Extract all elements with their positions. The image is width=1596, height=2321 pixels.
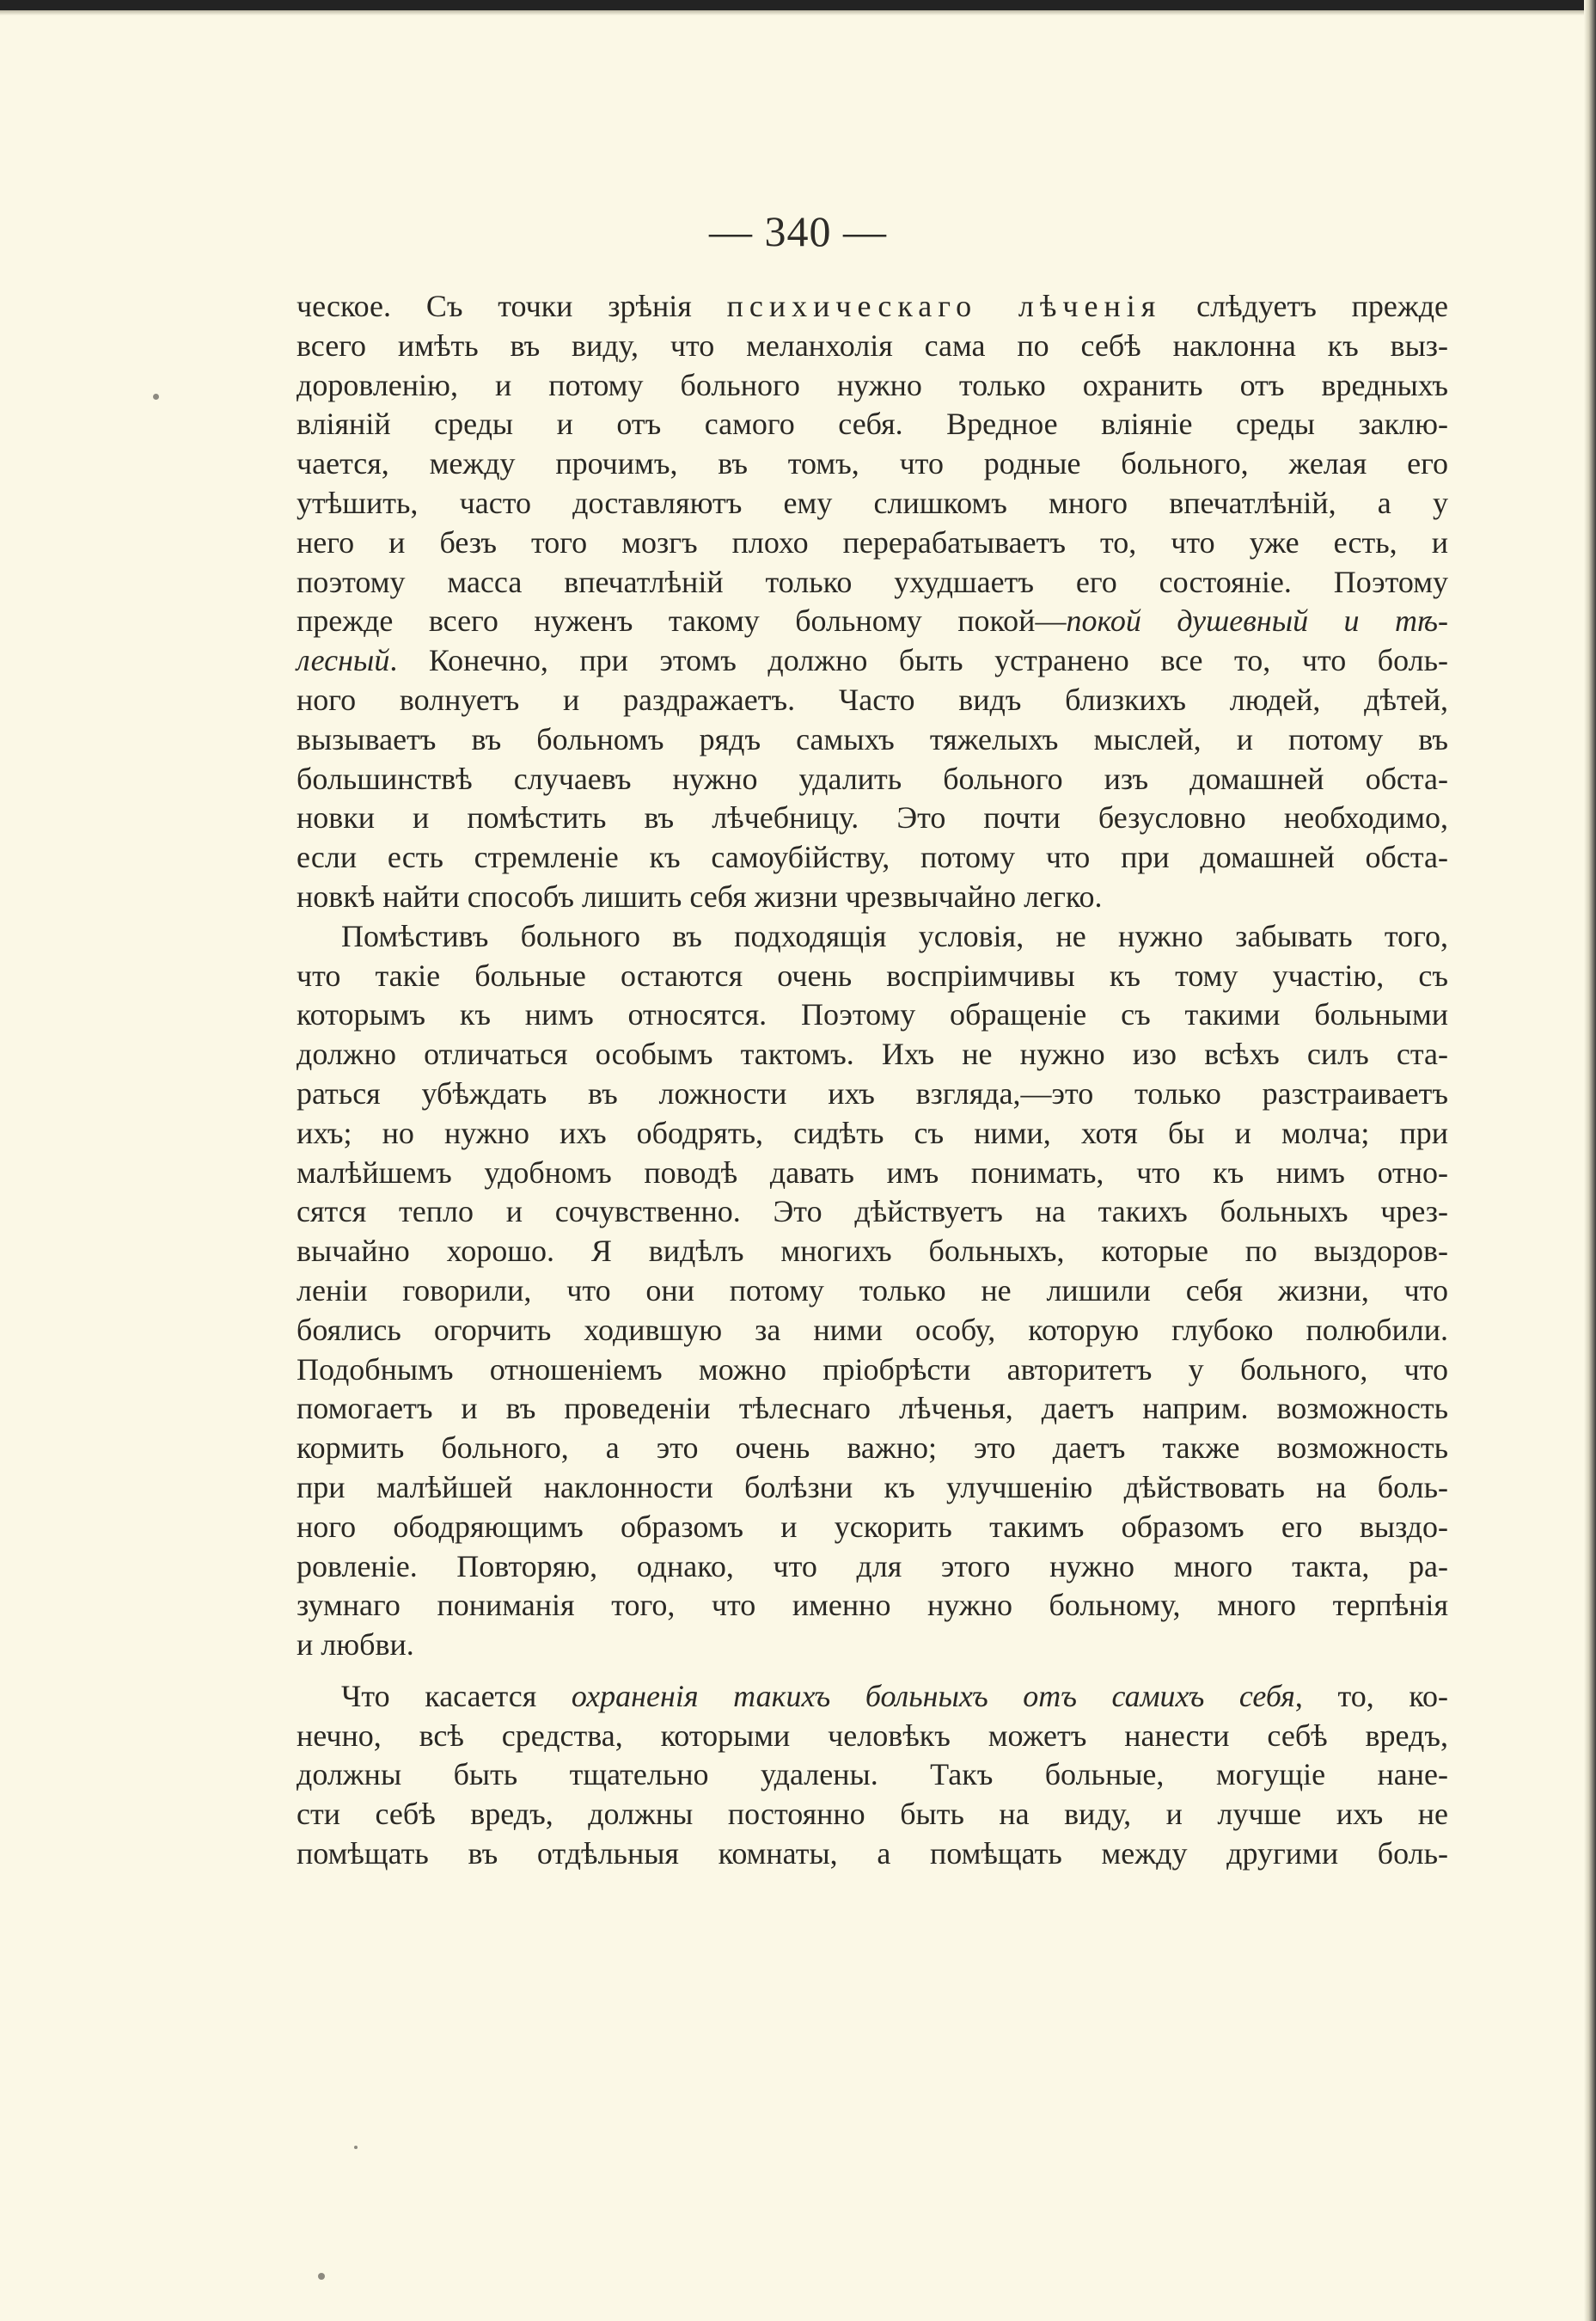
scan-top-edge [0,0,1596,10]
emphasis-italic: лесный [297,643,390,678]
text-line: большинствѣ случаевъ нужно удалить больного изъ домашней обста- [297,761,1448,796]
text-line: вліяній среды и отъ самого себя. Вредное вліяніе среды заклю- [297,407,1448,442]
text-line: новкѣ найти способъ лишить себя жизни чрезвычайно легко. [297,879,1103,914]
scan-speck [354,2146,358,2149]
text-run: прежде всего нуженъ такому больному покой— [297,603,1067,639]
text-line: поэтому масса впечатлѣній только ухудшаетъ его состояніе. Поэтому [297,564,1448,599]
text-line: должно отличаться особымъ тактомъ. Ихъ не нужно изо всѣхъ силъ ста- [297,1037,1448,1072]
emphasis-spaced: психическаго лѣченія [726,289,1162,323]
text-line: всего имѣть въ виду, что меланхолія сама по себѣ наклонна къ выз- [297,328,1448,363]
text-line: при малѣйшей наклонности болѣзни къ улучшенію дѣйствовать на боль- [297,1469,1448,1504]
text-line: должны быть тщательно удалены. Такъ больные, могущіе нане- [297,1757,1448,1792]
text-line: ного волнуетъ и раздражаетъ. Часто видъ близкихъ людей, дѣтей, [297,682,1448,717]
paragraph [297,287,1448,917]
text-line [297,602,1448,641]
text-line: новки и помѣстить въ лѣчебницу. Это почти безусловно необходимо, [297,800,1448,836]
text-line [297,1677,1448,1717]
emphasis-italic: охраненія такихъ больныхъ отъ самихъ себя [571,1678,1295,1713]
text-run: ческое. Съ точки зрѣнія [297,289,727,323]
body-text [297,287,1448,1874]
scan-speck [153,394,159,400]
text-line: и любви. [297,1627,414,1663]
text-line: Подобнымъ отношеніемъ можно пріобрѣсти авторитетъ у больного, что [297,1351,1448,1387]
text-line: помогаетъ и въ проведеніи тѣлеснаго лѣченья, даетъ наприм. возможность [297,1391,1448,1426]
text-line: боялись огорчить ходившую за ними особу, которую глубоко полюбили. [297,1312,1448,1347]
text-line: вызываетъ въ больномъ рядъ самыхъ тяжелыхъ мыслей, и потому въ [297,721,1448,756]
text-line: утѣшить, часто доставляютъ ему слишкомъ много впечатлѣній, а у [297,485,1448,520]
text-line: раться убѣждать въ ложности ихъ взгляда,—это только разстраиваетъ [297,1075,1448,1111]
text-run: , то, ко- [1294,1678,1448,1713]
paragraph [297,1677,1448,1874]
text-line: сти себѣ вредъ, должны постоянно быть на виду, и лучше ихъ не [297,1797,1448,1832]
scan-top-shadow [0,10,1596,15]
text-line: которымъ къ нимъ относятся. Поэтому обращеніе съ такими больными [297,997,1448,1032]
text-line: вычайно хорошо. Я видѣлъ многихъ больныхъ, которые по выздоров- [297,1234,1448,1269]
text-line: него и безъ того мозгъ плохо перерабатываетъ то, что уже есть, и [297,524,1448,560]
text-line: чается, между прочимъ, въ томъ, что родные больного, желая его [297,446,1448,481]
paragraph [297,917,1448,1665]
scan-right-edge [1584,0,1596,2321]
scan-speck [318,2273,325,2280]
text-line [297,641,1448,681]
text-line [297,287,1448,327]
text-line: сятся тепло и сочувственно. Это дѣйствуетъ на такихъ больныхъ чрез- [297,1194,1448,1229]
text-line: что такіе больные остаются очень воспріимчивы къ тому участію, съ [297,958,1448,993]
text-run: . Конечно, при этомъ должно быть устранено все то, что боль- [389,643,1448,678]
text-line: кормить больного, а это очень важно; это даетъ также возможность [297,1430,1448,1466]
text-line: ихъ; но нужно ихъ ободрять, сидѣть съ ними, хотя бы и молча; при [297,1115,1448,1150]
paragraph-gap [297,1665,1448,1677]
text-line: помѣщать въ отдѣльныя комнаты, а помѣщать между другими боль- [297,1836,1448,1871]
text-line: леніи говорили, что они потому только не лишили себя жизни, что [297,1272,1448,1307]
text-run: слѣдуетъ прежде [1161,289,1449,323]
page-number: — 340 — [709,207,887,255]
text-line: доровленію, и потому больного нужно только охранить отъ вредныхъ [297,367,1448,402]
emphasis-italic: покой душевный и тѣ- [1066,603,1449,639]
text-line: ровленіе. Повторяю, однако, что для этого нужно много такта, ра- [297,1548,1448,1583]
text-line: малѣйшемъ удобномъ поводѣ давать имъ понимать, что къ нимъ отно- [297,1154,1448,1190]
text-run: Что касается [341,1678,572,1713]
text-line: ного ободряющимъ образомъ и ускорить такимъ образомъ его выздо- [297,1509,1448,1544]
text-line: Помѣстивъ больного въ подходящія условія, не нужно забывать того, [341,918,1448,953]
text-line: зумнаго пониманія того, что именно нужно больному, много терпѣнія [297,1588,1448,1623]
text-line: если есть стремленіе къ самоубійству, потому что при домашней обста- [297,840,1448,875]
text-line: нечно, всѣ средства, которыми человѣкъ можетъ нанести себѣ вредъ, [297,1718,1448,1753]
